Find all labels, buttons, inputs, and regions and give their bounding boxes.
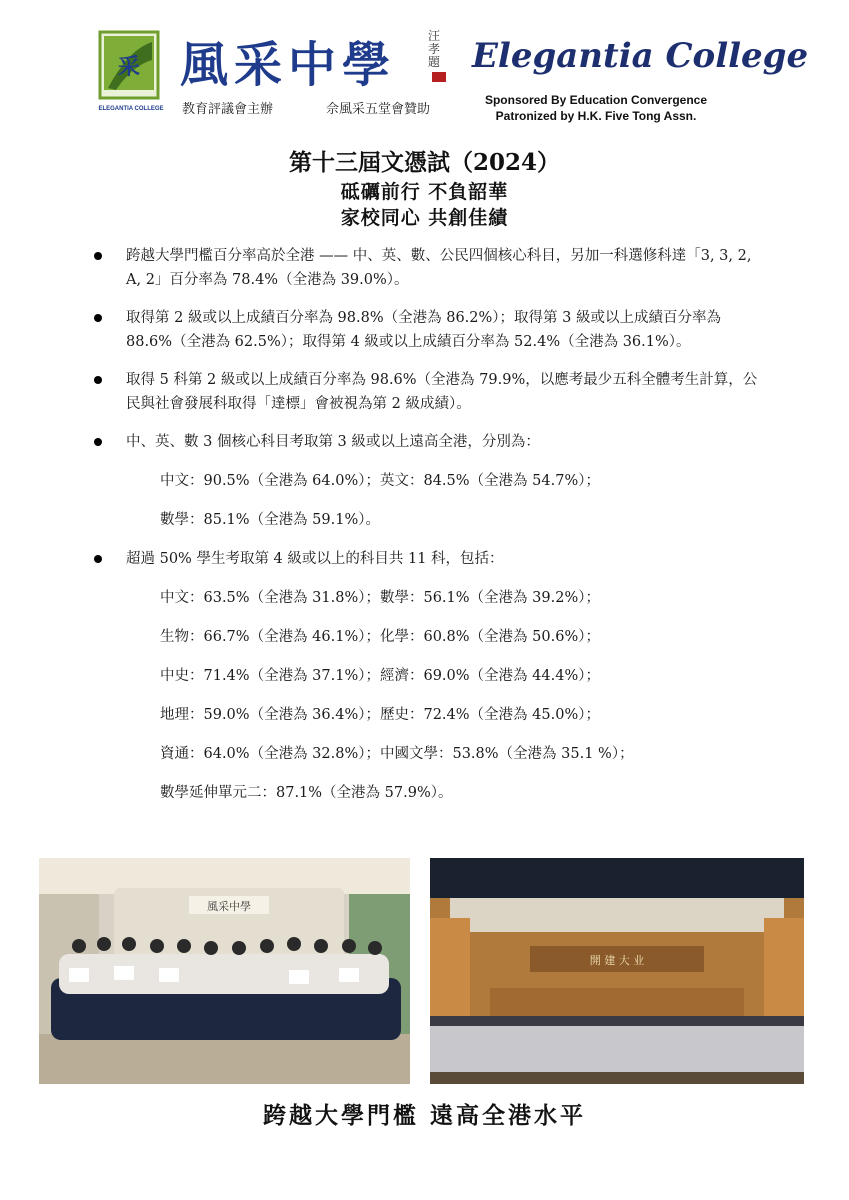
subject-results-line: 中文：63.5%（全港為 31.8%）；數學：56.1%（全港為 39.2%）； <box>160 590 600 606</box>
bullet-text: 取得第 2 級或以上成績百分率為 98.8%（全港為 86.2%）；取得第 3 級或以上成績百分率為 88.6%（全港為 62.5%）；取得第 4 級或以上成績百分率為 52.4%（全港為 36.1%）。 <box>126 310 721 350</box>
svg-text:ELEGANTIA COLLEGE: ELEGANTIA COLLEGE <box>98 106 164 112</box>
sponsor-cn: 教育評議會主辦 <box>182 102 274 117</box>
bullet-core-subjects <box>90 430 770 454</box>
photo-caption: 跨越大學門檻 遠高全港水平 <box>262 1102 586 1129</box>
bullet-dot <box>94 438 102 446</box>
bullet-five-subjects <box>90 368 770 416</box>
bullet-university-entry <box>90 244 770 292</box>
sponsor-en: Sponsored By Education Convergence <box>484 93 708 107</box>
core-results-line: 數學：85.1%（全港為 59.1%）。 <box>160 512 380 528</box>
subject-results-line: 數學延伸單元二：87.1%（全港為 57.9%）。 <box>160 785 453 801</box>
group-photo-students <box>39 858 410 1084</box>
subject-results-line: 中史：71.4%（全港為 37.1%）；經濟：69.0%（全港為 44.4%）； <box>160 668 600 684</box>
bullet-dot <box>94 376 102 384</box>
bullet-level4-subjects <box>90 547 770 571</box>
calligraphy-signature: 汪孝題 <box>428 29 441 69</box>
svg-text:開 建 大 业: 開 建 大 业 <box>589 954 645 967</box>
svg-text:風采中學: 風采中學 <box>207 900 251 913</box>
school-emblem <box>98 30 164 116</box>
bullet-text: 中、英、數 3 個核心科目考取第 3 級或以上遠高全港，分別為： <box>126 434 540 450</box>
sponsor-en-block <box>476 92 716 124</box>
subject-results-line: 生物：66.7%（全港為 46.1%）；化學：60.8%（全港為 50.6%）； <box>160 629 600 645</box>
bullet-level-rates <box>90 306 770 354</box>
bullet-text: 跨越大學門檻百分率高於全港 —— 中、英、數、公民四個核心科目，另加一科選修科達「3, 3, 2, A, 2」百分率為 78.4%（全港為 39.0%）。 <box>126 248 752 288</box>
patron-cn: 佘風采五堂會贊助 <box>326 102 431 117</box>
school-name-en: Elegantia College <box>472 36 809 76</box>
bullet-dot <box>94 252 102 260</box>
results-list <box>90 244 770 805</box>
slogan-line-2: 家校同心 共創佳績 <box>340 207 509 229</box>
group-photo-hall <box>430 858 804 1084</box>
subject-results-line: 資通：64.0%（全港為 32.8%）；中國文學：53.8%（全港為 35.1 %）； <box>160 746 634 762</box>
letterhead <box>0 0 849 140</box>
patron-en: Patronized by H.K. Five Tong Assn. <box>495 109 697 123</box>
seal-stamp <box>432 72 446 82</box>
subject-results-line: 地理：59.0%（全港為 36.4%）；歷史：72.4%（全港為 45.0%）； <box>160 707 600 723</box>
bullet-text: 超過 50% 學生考取第 4 級或以上的科目共 11 科，包括： <box>126 551 504 567</box>
bullet-dot <box>94 555 102 563</box>
bullet-dot <box>94 314 102 322</box>
core-results-line: 中文：90.5%（全港為 64.0%）；英文：84.5%（全港為 54.7%）； <box>160 473 600 489</box>
school-name-cn: 風采中學 <box>180 37 397 93</box>
main-title: 第十三屆文憑試（2024） <box>288 149 560 176</box>
bullet-text: 取得 5 科第 2 級或以上成績百分率為 98.6%（全港為 79.9%，以應考最少五科全體考生計算，公民與社會發展科取得「達標」會被視為第 2 級成績）。 <box>126 372 758 412</box>
svg-text:采: 采 <box>117 54 141 80</box>
slogan-line-1: 砥礪前行 不負韶華 <box>340 181 509 203</box>
